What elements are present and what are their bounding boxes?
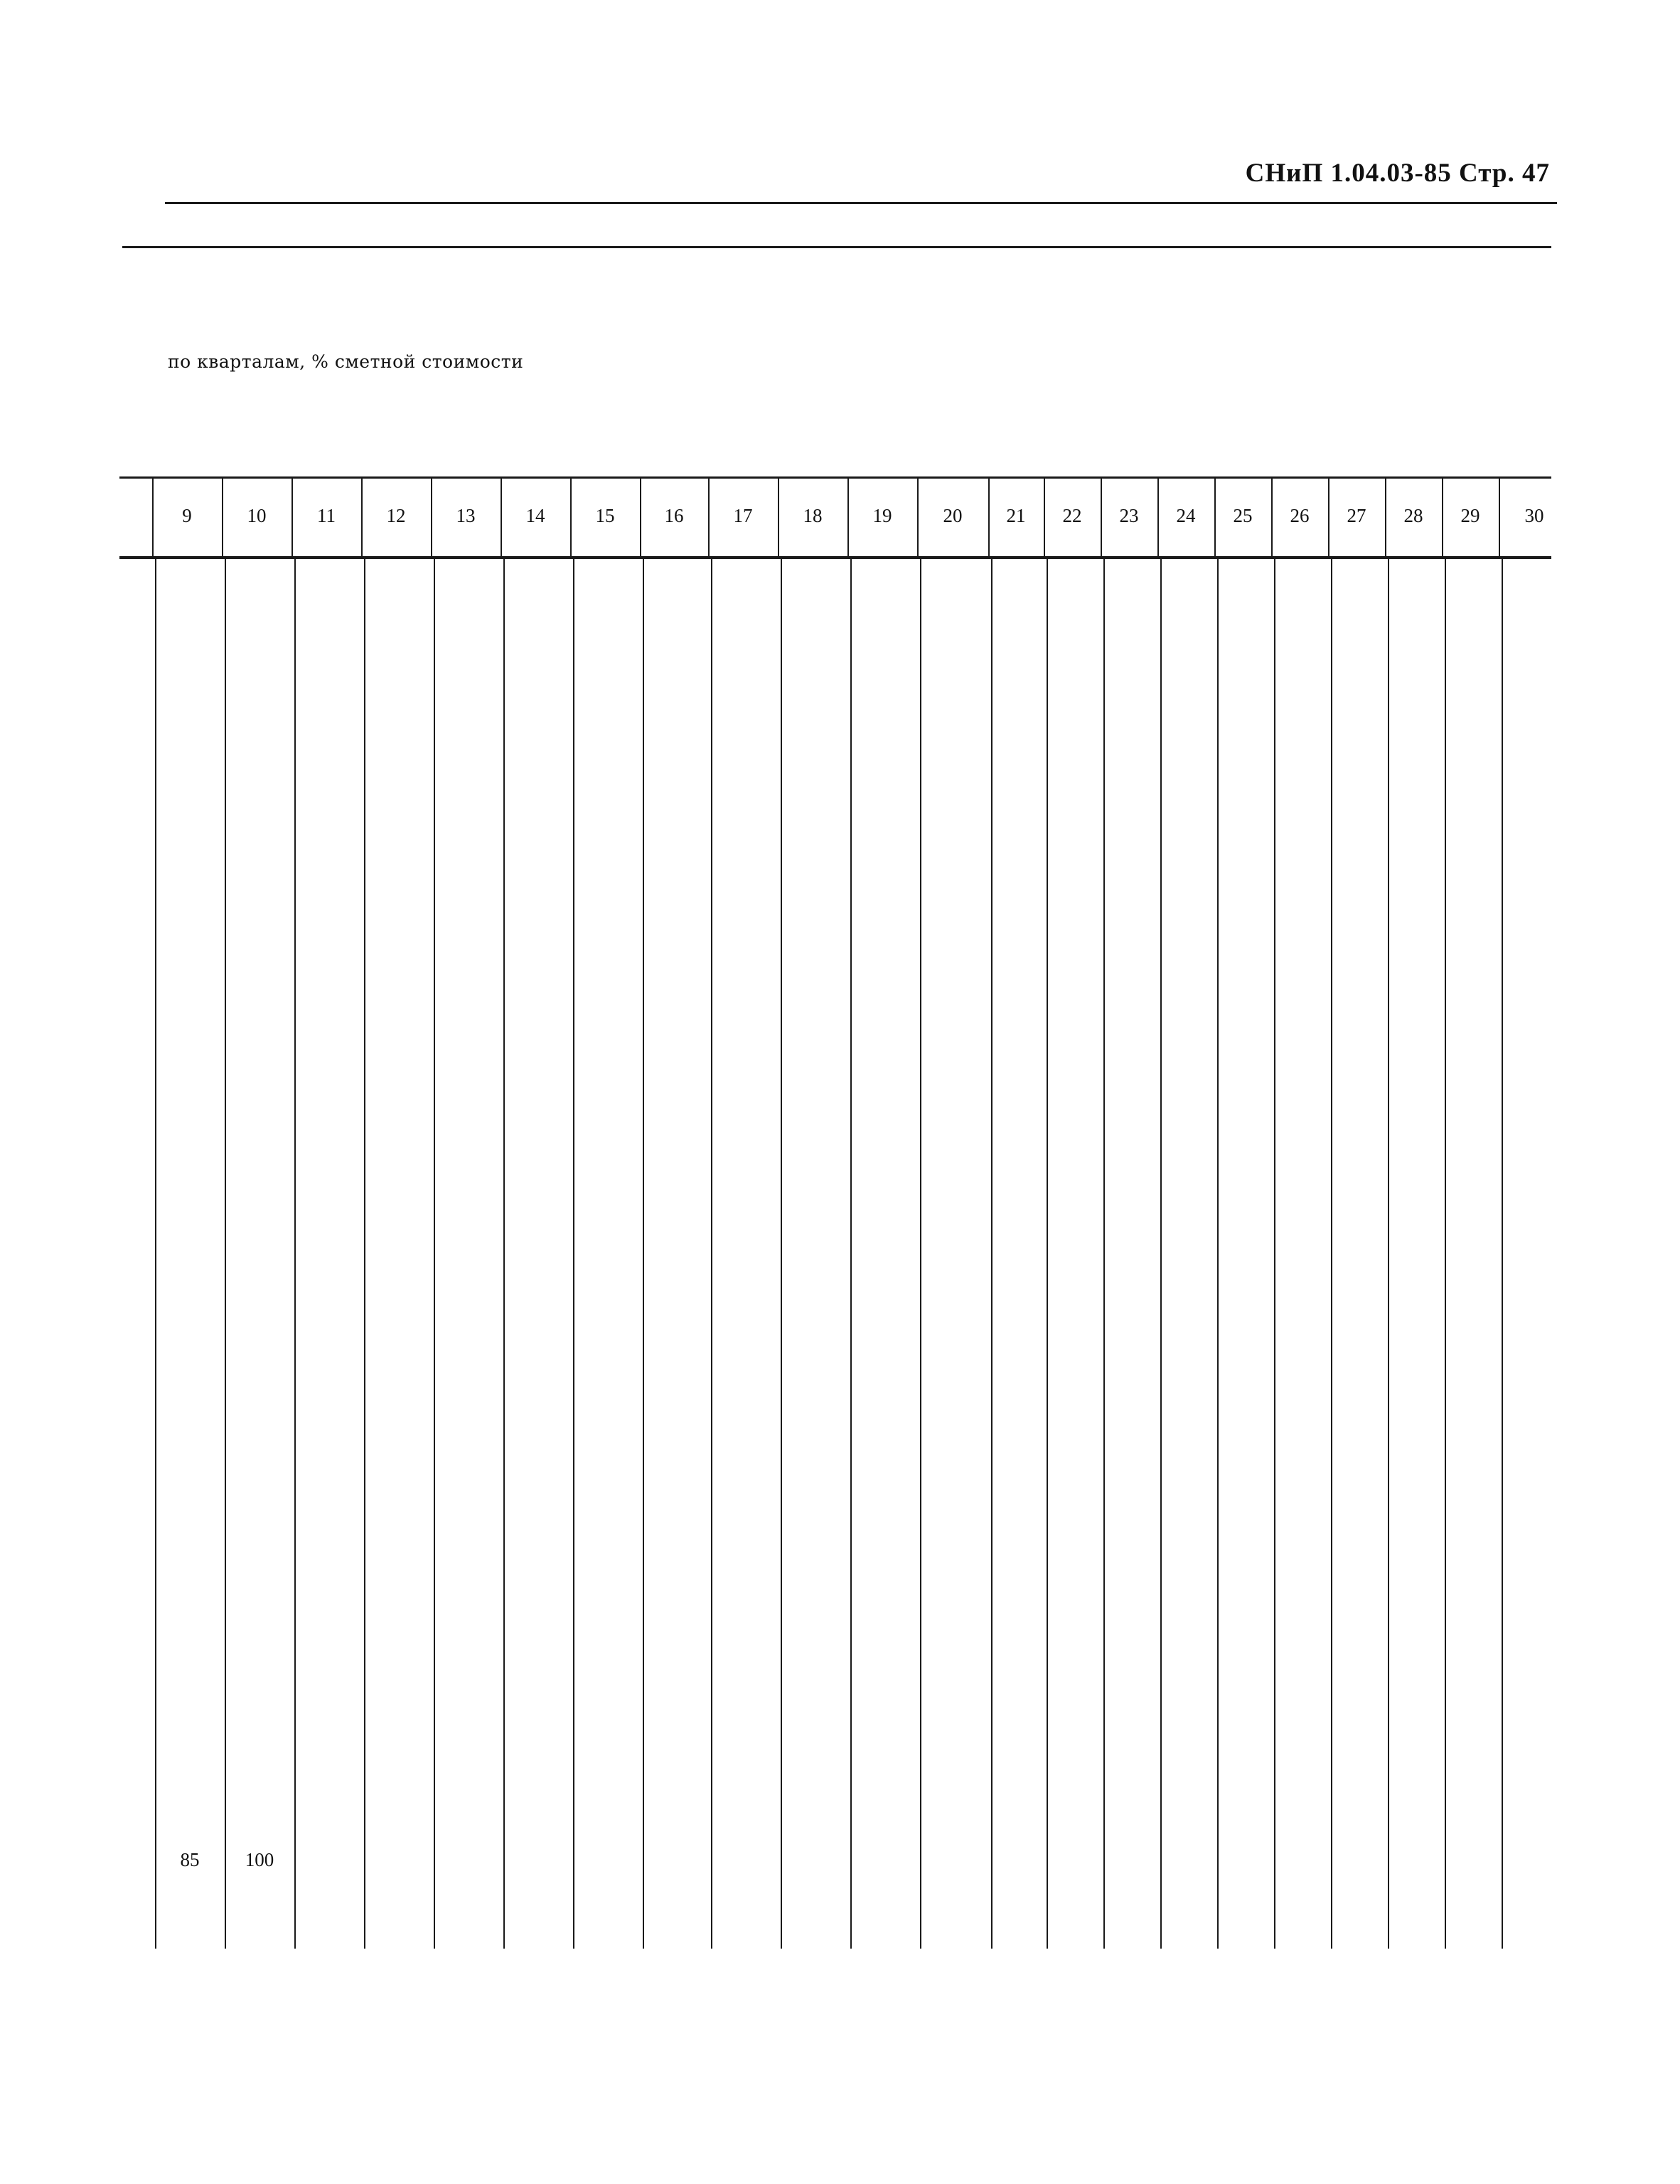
column-body-border-9 xyxy=(781,559,782,1949)
column-border-9 xyxy=(778,476,779,556)
column-body-border-16 xyxy=(1217,559,1219,1949)
column-body-border-2 xyxy=(294,559,296,1949)
column-border-17 xyxy=(1271,476,1273,556)
column-body-border-18 xyxy=(1331,559,1332,1949)
column-number: 20 xyxy=(943,505,963,526)
column-border-19 xyxy=(1385,476,1386,556)
column-number: 22 xyxy=(1062,505,1082,526)
column-body-border-12 xyxy=(991,559,993,1949)
column-border-0 xyxy=(152,476,154,556)
column-number: 17 xyxy=(733,505,753,526)
column-border-10 xyxy=(847,476,849,556)
column-body-border-7 xyxy=(643,559,644,1949)
column-number: 30 xyxy=(1524,505,1544,526)
column-border-15 xyxy=(1157,476,1159,556)
column-number: 29 xyxy=(1460,505,1480,526)
column-number: 9 xyxy=(182,505,192,526)
column-body-border-5 xyxy=(503,559,505,1949)
column-number: 18 xyxy=(803,505,823,526)
column-body-border-20 xyxy=(1445,559,1446,1949)
column-body-border-3 xyxy=(364,559,365,1949)
column-border-13 xyxy=(1044,476,1045,556)
column-body-border-10 xyxy=(850,559,852,1949)
column-number: 26 xyxy=(1290,505,1310,526)
column-number: 16 xyxy=(664,505,684,526)
column-body-border-15 xyxy=(1160,559,1162,1949)
column-border-2 xyxy=(291,476,293,556)
column-body-border-8 xyxy=(711,559,712,1949)
column-number: 15 xyxy=(595,505,615,526)
column-border-7 xyxy=(640,476,641,556)
column-border-11 xyxy=(917,476,919,556)
table-cell: 100 xyxy=(245,1849,274,1870)
column-number: 28 xyxy=(1403,505,1423,526)
column-number: 24 xyxy=(1176,505,1196,526)
column-border-3 xyxy=(361,476,363,556)
column-border-1 xyxy=(222,476,223,556)
table-cell: 85 xyxy=(180,1849,200,1870)
column-border-6 xyxy=(570,476,572,556)
column-number: 13 xyxy=(456,505,476,526)
column-border-18 xyxy=(1328,476,1329,556)
column-number: 25 xyxy=(1233,505,1253,526)
column-number: 21 xyxy=(1006,505,1026,526)
column-body-border-21 xyxy=(1502,559,1503,1949)
column-border-14 xyxy=(1101,476,1102,556)
column-number: 12 xyxy=(386,505,406,526)
table-header-rule xyxy=(119,556,1551,559)
column-border-12 xyxy=(988,476,990,556)
column-border-4 xyxy=(431,476,432,556)
column-number: 23 xyxy=(1119,505,1139,526)
column-body-border-0 xyxy=(155,559,156,1949)
header-rule-top xyxy=(165,202,1557,204)
column-body-border-11 xyxy=(920,559,921,1949)
column-body-border-13 xyxy=(1047,559,1048,1949)
column-border-5 xyxy=(501,476,502,556)
header-rule-bottom xyxy=(122,246,1551,248)
column-body-border-19 xyxy=(1388,559,1389,1949)
column-border-end xyxy=(1499,476,1500,556)
column-number: 27 xyxy=(1347,505,1366,526)
column-body-border-6 xyxy=(573,559,574,1949)
column-body-border-14 xyxy=(1103,559,1105,1949)
column-border-20 xyxy=(1442,476,1443,556)
column-number: 14 xyxy=(525,505,545,526)
column-body-border-17 xyxy=(1274,559,1275,1949)
column-border-8 xyxy=(708,476,710,556)
table-top-rule xyxy=(119,476,1551,479)
column-number: 19 xyxy=(872,505,892,526)
page-header-title: СНиП 1.04.03-85 Стр. 47 xyxy=(1245,159,1550,188)
table-caption: по кварталам, % сметной стоимости xyxy=(168,351,524,372)
column-border-16 xyxy=(1214,476,1216,556)
column-body-border-4 xyxy=(434,559,435,1949)
column-number: 11 xyxy=(317,505,336,526)
column-number: 10 xyxy=(247,505,267,526)
column-body-border-1 xyxy=(225,559,226,1949)
